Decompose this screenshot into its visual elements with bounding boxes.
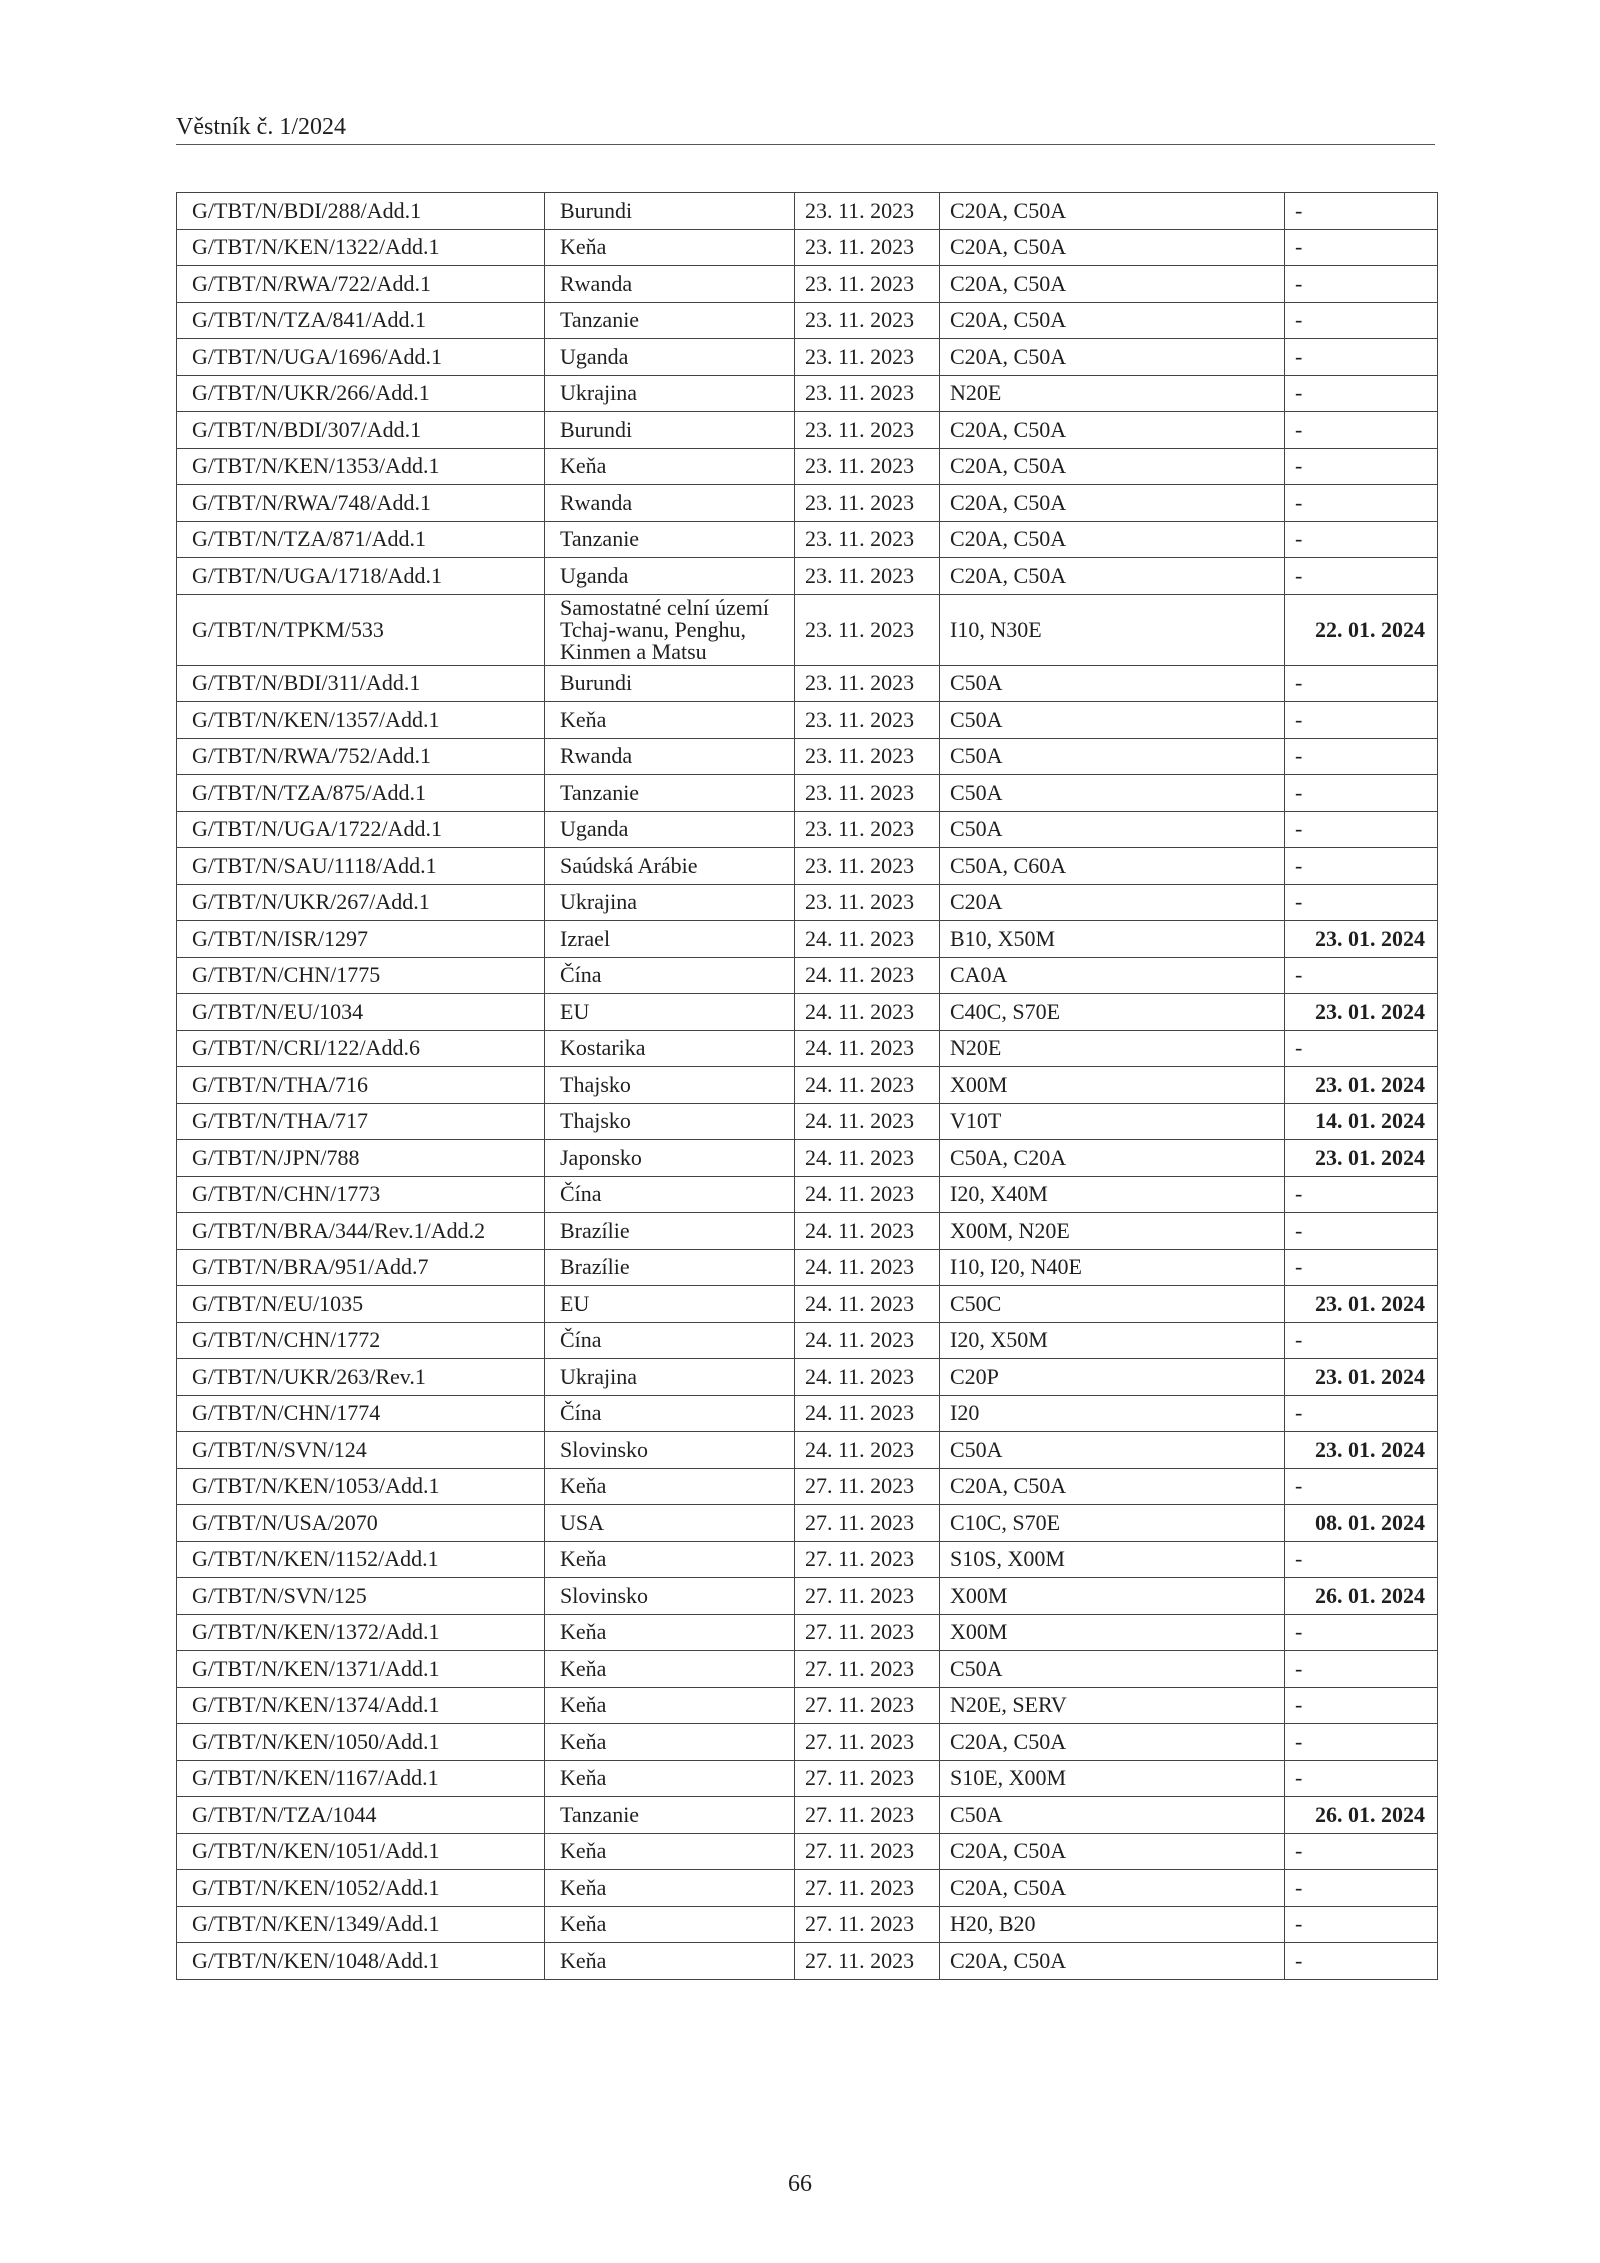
product-code-cell: I10, N30E [940, 594, 1285, 665]
comment-deadline-cell: - [1285, 738, 1438, 775]
notification-date-cell: 27. 11. 2023 [795, 1797, 940, 1834]
notification-symbol-cell: G/TBT/N/KEN/1167/Add.1 [177, 1760, 545, 1797]
notification-symbol-cell: G/TBT/N/TZA/871/Add.1 [177, 521, 545, 558]
product-code-cell: C20P [940, 1359, 1285, 1396]
table-row [177, 1651, 1438, 1688]
notification-date-cell: 24. 11. 2023 [795, 1249, 940, 1286]
notification-date-cell: 23. 11. 2023 [795, 302, 940, 339]
notification-date-cell: 23. 11. 2023 [795, 558, 940, 595]
table-row [177, 558, 1438, 595]
comment-deadline-cell: - [1285, 1176, 1438, 1213]
notification-date-cell: 23. 11. 2023 [795, 665, 940, 702]
product-code-cell: C50A [940, 1432, 1285, 1469]
member-country-cell: Uganda [545, 339, 795, 376]
notification-date-cell: 27. 11. 2023 [795, 1906, 940, 1943]
notification-symbol-cell: G/TBT/N/SVN/124 [177, 1432, 545, 1469]
product-code-cell: S10E, X00M [940, 1760, 1285, 1797]
notification-symbol-cell: G/TBT/N/UGA/1718/Add.1 [177, 558, 545, 595]
table-row [177, 1249, 1438, 1286]
comment-deadline-cell: 23. 01. 2024 [1285, 1140, 1438, 1177]
notification-date-cell: 27. 11. 2023 [795, 1505, 940, 1542]
table-row [177, 1468, 1438, 1505]
member-country-cell: Keňa [545, 229, 795, 266]
member-country-cell: EU [545, 1286, 795, 1323]
product-code-cell: C20A, C50A [940, 412, 1285, 449]
notification-date-cell: 23. 11. 2023 [795, 448, 940, 485]
product-code-cell: N20E [940, 1030, 1285, 1067]
comment-deadline-cell: - [1285, 1870, 1438, 1907]
notification-symbol-cell: G/TBT/N/EU/1035 [177, 1286, 545, 1323]
notification-date-cell: 27. 11. 2023 [795, 1870, 940, 1907]
comment-deadline-cell: - [1285, 1833, 1438, 1870]
comment-deadline-cell: 08. 01. 2024 [1285, 1505, 1438, 1542]
comment-deadline-cell: - [1285, 302, 1438, 339]
notification-date-cell: 23. 11. 2023 [795, 229, 940, 266]
member-country-cell: Keňa [545, 1760, 795, 1797]
notification-symbol-cell: G/TBT/N/THA/716 [177, 1067, 545, 1104]
member-country-cell: EU [545, 994, 795, 1031]
product-code-cell: I20, X40M [940, 1176, 1285, 1213]
table-row [177, 994, 1438, 1031]
comment-deadline-cell: - [1285, 1724, 1438, 1761]
notification-symbol-cell: G/TBT/N/CHN/1772 [177, 1322, 545, 1359]
member-country-cell: Brazílie [545, 1249, 795, 1286]
member-country-cell: Keňa [545, 1687, 795, 1724]
notification-symbol-cell: G/TBT/N/TZA/1044 [177, 1797, 545, 1834]
member-country-cell: Japonsko [545, 1140, 795, 1177]
table-row [177, 1797, 1438, 1834]
product-code-cell: C20A [940, 884, 1285, 921]
notification-symbol-cell: G/TBT/N/UGA/1722/Add.1 [177, 811, 545, 848]
member-country-cell: Keňa [545, 1651, 795, 1688]
notification-symbol-cell: G/TBT/N/RWA/748/Add.1 [177, 485, 545, 522]
comment-deadline-cell: - [1285, 558, 1438, 595]
notification-date-cell: 24. 11. 2023 [795, 1067, 940, 1104]
notification-date-cell: 23. 11. 2023 [795, 375, 940, 412]
comment-deadline-cell: - [1285, 884, 1438, 921]
member-country-cell: Ukrajina [545, 1359, 795, 1396]
table-row [177, 266, 1438, 303]
product-code-cell: V10T [940, 1103, 1285, 1140]
member-country-cell: USA [545, 1505, 795, 1542]
member-country-cell: Thajsko [545, 1103, 795, 1140]
notification-date-cell: 24. 11. 2023 [795, 921, 940, 958]
notification-date-cell: 27. 11. 2023 [795, 1578, 940, 1615]
member-country-cell: Čína [545, 1176, 795, 1213]
product-code-cell: C20A, C50A [940, 1833, 1285, 1870]
table-row [177, 1213, 1438, 1250]
member-country-cell: Tanzanie [545, 521, 795, 558]
member-country-cell: Keňa [545, 1541, 795, 1578]
product-code-cell: C20A, C50A [940, 1870, 1285, 1907]
table-row [177, 1833, 1438, 1870]
table-row [177, 375, 1438, 412]
member-country-cell: Burundi [545, 665, 795, 702]
member-country-cell: Keňa [545, 702, 795, 739]
notifications-table [176, 192, 1438, 1980]
product-code-cell: B10, X50M [940, 921, 1285, 958]
product-code-cell: C20A, C50A [940, 521, 1285, 558]
comment-deadline-cell: - [1285, 702, 1438, 739]
notification-date-cell: 27. 11. 2023 [795, 1943, 940, 1980]
notification-symbol-cell: G/TBT/N/KEN/1349/Add.1 [177, 1906, 545, 1943]
member-country-cell: Ukrajina [545, 884, 795, 921]
notification-symbol-cell: G/TBT/N/RWA/752/Add.1 [177, 738, 545, 775]
member-country-cell: Tanzanie [545, 302, 795, 339]
notification-symbol-cell: G/TBT/N/THA/717 [177, 1103, 545, 1140]
notification-date-cell: 23. 11. 2023 [795, 775, 940, 812]
table-row [177, 811, 1438, 848]
member-country-cell: Uganda [545, 558, 795, 595]
notification-date-cell: 24. 11. 2023 [795, 1176, 940, 1213]
notification-date-cell: 24. 11. 2023 [795, 1213, 940, 1250]
product-code-cell: C50A [940, 811, 1285, 848]
comment-deadline-cell: 22. 01. 2024 [1285, 594, 1438, 665]
product-code-cell: C20A, C50A [940, 485, 1285, 522]
notification-symbol-cell: G/TBT/N/CHN/1773 [177, 1176, 545, 1213]
page-header: Věstník č. 1/2024 [176, 112, 1435, 145]
notification-date-cell: 27. 11. 2023 [795, 1760, 940, 1797]
product-code-cell: C50A [940, 1797, 1285, 1834]
comment-deadline-cell: - [1285, 1943, 1438, 1980]
table-row [177, 1322, 1438, 1359]
product-code-cell: C20A, C50A [940, 1468, 1285, 1505]
notification-symbol-cell: G/TBT/N/UKR/267/Add.1 [177, 884, 545, 921]
member-country-cell: Burundi [545, 412, 795, 449]
comment-deadline-cell: - [1285, 375, 1438, 412]
notification-date-cell: 24. 11. 2023 [795, 1322, 940, 1359]
notifications-table-container [176, 192, 1437, 1980]
product-code-cell: C50A [940, 665, 1285, 702]
table-row [177, 229, 1438, 266]
table-row [177, 775, 1438, 812]
notification-symbol-cell: G/TBT/N/KEN/1353/Add.1 [177, 448, 545, 485]
notification-date-cell: 23. 11. 2023 [795, 848, 940, 885]
member-country-cell: Čína [545, 957, 795, 994]
comment-deadline-cell: - [1285, 1906, 1438, 1943]
notification-symbol-cell: G/TBT/N/BDI/307/Add.1 [177, 412, 545, 449]
table-row [177, 448, 1438, 485]
notification-date-cell: 23. 11. 2023 [795, 521, 940, 558]
product-code-cell: C40C, S70E [940, 994, 1285, 1031]
member-country-cell: Keňa [545, 1724, 795, 1761]
comment-deadline-cell: - [1285, 957, 1438, 994]
member-country-cell: Uganda [545, 811, 795, 848]
table-row [177, 1541, 1438, 1578]
comment-deadline-cell: 14. 01. 2024 [1285, 1103, 1438, 1140]
notification-symbol-cell: G/TBT/N/CRI/122/Add.6 [177, 1030, 545, 1067]
table-row [177, 1395, 1438, 1432]
member-country-cell: Tanzanie [545, 775, 795, 812]
member-country-cell: Tanzanie [545, 1797, 795, 1834]
notification-symbol-cell: G/TBT/N/KEN/1374/Add.1 [177, 1687, 545, 1724]
notification-symbol-cell: G/TBT/N/KEN/1053/Add.1 [177, 1468, 545, 1505]
table-row [177, 1067, 1438, 1104]
member-country-cell: Burundi [545, 193, 795, 230]
notification-date-cell: 27. 11. 2023 [795, 1724, 940, 1761]
member-country-cell: Keňa [545, 1943, 795, 1980]
table-row [177, 1030, 1438, 1067]
notification-symbol-cell: G/TBT/N/KEN/1050/Add.1 [177, 1724, 545, 1761]
comment-deadline-cell: - [1285, 848, 1438, 885]
product-code-cell: N20E, SERV [940, 1687, 1285, 1724]
notification-symbol-cell: G/TBT/N/CHN/1775 [177, 957, 545, 994]
table-row [177, 957, 1438, 994]
notification-date-cell: 27. 11. 2023 [795, 1833, 940, 1870]
product-code-cell: X00M, N20E [940, 1213, 1285, 1250]
product-code-cell: I20 [940, 1395, 1285, 1432]
comment-deadline-cell: 23. 01. 2024 [1285, 1067, 1438, 1104]
comment-deadline-cell: - [1285, 448, 1438, 485]
table-row [177, 702, 1438, 739]
table-row [177, 1432, 1438, 1469]
table-row [177, 412, 1438, 449]
notification-symbol-cell: G/TBT/N/CHN/1774 [177, 1395, 545, 1432]
comment-deadline-cell: - [1285, 339, 1438, 376]
notification-date-cell: 24. 11. 2023 [795, 994, 940, 1031]
notification-symbol-cell: G/TBT/N/USA/2070 [177, 1505, 545, 1542]
member-country-cell: Slovinsko [545, 1578, 795, 1615]
notification-symbol-cell: G/TBT/N/SVN/125 [177, 1578, 545, 1615]
comment-deadline-cell: - [1285, 1213, 1438, 1250]
product-code-cell: X00M [940, 1614, 1285, 1651]
comment-deadline-cell: - [1285, 266, 1438, 303]
product-code-cell: C20A, C50A [940, 302, 1285, 339]
table-row [177, 1724, 1438, 1761]
notification-symbol-cell: G/TBT/N/KEN/1051/Add.1 [177, 1833, 545, 1870]
comment-deadline-cell: - [1285, 811, 1438, 848]
member-country-cell: Rwanda [545, 485, 795, 522]
product-code-cell: C50A [940, 738, 1285, 775]
notification-symbol-cell: G/TBT/N/KEN/1322/Add.1 [177, 229, 545, 266]
table-row [177, 521, 1438, 558]
product-code-cell: C20A, C50A [940, 229, 1285, 266]
comment-deadline-cell: - [1285, 1614, 1438, 1651]
comment-deadline-cell: - [1285, 521, 1438, 558]
notification-symbol-cell: G/TBT/N/KEN/1048/Add.1 [177, 1943, 545, 1980]
table-row [177, 1614, 1438, 1651]
table-row [177, 884, 1438, 921]
notification-date-cell: 23. 11. 2023 [795, 884, 940, 921]
notification-symbol-cell: G/TBT/N/UGA/1696/Add.1 [177, 339, 545, 376]
table-row [177, 485, 1438, 522]
notification-date-cell: 27. 11. 2023 [795, 1614, 940, 1651]
page-number: 66 [788, 2171, 812, 2197]
product-code-cell: C20A, C50A [940, 448, 1285, 485]
table-row [177, 339, 1438, 376]
member-country-cell: Keňa [545, 448, 795, 485]
product-code-cell: C50A [940, 702, 1285, 739]
product-code-cell: C50A, C60A [940, 848, 1285, 885]
product-code-cell: C20A, C50A [940, 193, 1285, 230]
member-country-cell: Saúdská Arábie [545, 848, 795, 885]
product-code-cell: CA0A [940, 957, 1285, 994]
notification-date-cell: 24. 11. 2023 [795, 1359, 940, 1396]
comment-deadline-cell: - [1285, 1249, 1438, 1286]
member-country-cell: Thajsko [545, 1067, 795, 1104]
notification-symbol-cell: G/TBT/N/TPKM/533 [177, 594, 545, 665]
notification-date-cell: 27. 11. 2023 [795, 1687, 940, 1724]
notification-date-cell: 27. 11. 2023 [795, 1468, 940, 1505]
comment-deadline-cell: - [1285, 665, 1438, 702]
product-code-cell: C20A, C50A [940, 558, 1285, 595]
comment-deadline-cell: - [1285, 193, 1438, 230]
notification-date-cell: 23. 11. 2023 [795, 811, 940, 848]
product-code-cell: C20A, C50A [940, 339, 1285, 376]
notification-date-cell: 23. 11. 2023 [795, 594, 940, 665]
product-code-cell: C10C, S70E [940, 1505, 1285, 1542]
table-row [177, 1687, 1438, 1724]
table-row [177, 302, 1438, 339]
notification-symbol-cell: G/TBT/N/KEN/1357/Add.1 [177, 702, 545, 739]
notification-date-cell: 23. 11. 2023 [795, 266, 940, 303]
member-country-cell: Slovinsko [545, 1432, 795, 1469]
member-country-cell: Samostatné celní území Tchaj-wanu, Penghu, Kinmen a Matsu [545, 594, 795, 665]
product-code-cell: S10S, X00M [940, 1541, 1285, 1578]
notification-date-cell: 24. 11. 2023 [795, 1395, 940, 1432]
product-code-cell: C50C [940, 1286, 1285, 1323]
member-country-cell: Keňa [545, 1906, 795, 1943]
notification-date-cell: 23. 11. 2023 [795, 702, 940, 739]
comment-deadline-cell: 23. 01. 2024 [1285, 921, 1438, 958]
product-code-cell: C20A, C50A [940, 266, 1285, 303]
member-country-cell: Ukrajina [545, 375, 795, 412]
notification-date-cell: 23. 11. 2023 [795, 412, 940, 449]
comment-deadline-cell: - [1285, 1687, 1438, 1724]
comment-deadline-cell: - [1285, 1030, 1438, 1067]
comment-deadline-cell: 23. 01. 2024 [1285, 1432, 1438, 1469]
comment-deadline-cell: 26. 01. 2024 [1285, 1578, 1438, 1615]
notification-symbol-cell: G/TBT/N/UKR/263/Rev.1 [177, 1359, 545, 1396]
notification-symbol-cell: G/TBT/N/ISR/1297 [177, 921, 545, 958]
product-code-cell: C50A, C20A [940, 1140, 1285, 1177]
notification-date-cell: 27. 11. 2023 [795, 1541, 940, 1578]
member-country-cell: Keňa [545, 1870, 795, 1907]
table-row [177, 1103, 1438, 1140]
member-country-cell: Brazílie [545, 1213, 795, 1250]
product-code-cell: N20E [940, 375, 1285, 412]
table-row [177, 1140, 1438, 1177]
table-row [177, 665, 1438, 702]
notification-symbol-cell: G/TBT/N/TZA/841/Add.1 [177, 302, 545, 339]
table-row [177, 1176, 1438, 1213]
product-code-cell: C50A [940, 775, 1285, 812]
notification-symbol-cell: G/TBT/N/BDI/311/Add.1 [177, 665, 545, 702]
comment-deadline-cell: 23. 01. 2024 [1285, 1286, 1438, 1323]
table-row [177, 1359, 1438, 1396]
table-row [177, 1906, 1438, 1943]
member-country-cell: Rwanda [545, 738, 795, 775]
notification-symbol-cell: G/TBT/N/BDI/288/Add.1 [177, 193, 545, 230]
product-code-cell: C20A, C50A [940, 1724, 1285, 1761]
product-code-cell: C20A, C50A [940, 1943, 1285, 1980]
table-row [177, 1943, 1438, 1980]
notification-symbol-cell: G/TBT/N/KEN/1152/Add.1 [177, 1541, 545, 1578]
notification-symbol-cell: G/TBT/N/KEN/1052/Add.1 [177, 1870, 545, 1907]
table-row [177, 1760, 1438, 1797]
comment-deadline-cell: - [1285, 412, 1438, 449]
notification-date-cell: 24. 11. 2023 [795, 1140, 940, 1177]
notification-date-cell: 23. 11. 2023 [795, 738, 940, 775]
table-row [177, 1870, 1438, 1907]
product-code-cell: X00M [940, 1578, 1285, 1615]
table-body [177, 193, 1438, 1980]
comment-deadline-cell: - [1285, 1760, 1438, 1797]
comment-deadline-cell: - [1285, 1395, 1438, 1432]
notification-symbol-cell: G/TBT/N/SAU/1118/Add.1 [177, 848, 545, 885]
notification-date-cell: 27. 11. 2023 [795, 1651, 940, 1688]
member-country-cell: Kostarika [545, 1030, 795, 1067]
notification-date-cell: 24. 11. 2023 [795, 957, 940, 994]
table-row [177, 921, 1438, 958]
member-country-cell: Keňa [545, 1833, 795, 1870]
notification-date-cell: 23. 11. 2023 [795, 485, 940, 522]
table-row [177, 1578, 1438, 1615]
notification-symbol-cell: G/TBT/N/BRA/951/Add.7 [177, 1249, 545, 1286]
comment-deadline-cell: 26. 01. 2024 [1285, 1797, 1438, 1834]
member-country-cell: Čína [545, 1322, 795, 1359]
table-row [177, 1286, 1438, 1323]
member-country-cell: Čína [545, 1395, 795, 1432]
product-code-cell: H20, B20 [940, 1906, 1285, 1943]
table-row [177, 594, 1438, 665]
notification-symbol-cell: G/TBT/N/UKR/266/Add.1 [177, 375, 545, 412]
notification-symbol-cell: G/TBT/N/RWA/722/Add.1 [177, 266, 545, 303]
notification-symbol-cell: G/TBT/N/BRA/344/Rev.1/Add.2 [177, 1213, 545, 1250]
notification-symbol-cell: G/TBT/N/JPN/788 [177, 1140, 545, 1177]
notification-date-cell: 24. 11. 2023 [795, 1103, 940, 1140]
comment-deadline-cell: - [1285, 1322, 1438, 1359]
comment-deadline-cell: - [1285, 485, 1438, 522]
comment-deadline-cell: - [1285, 1541, 1438, 1578]
table-row [177, 738, 1438, 775]
product-code-cell: C50A [940, 1651, 1285, 1688]
member-country-cell: Keňa [545, 1614, 795, 1651]
product-code-cell: X00M [940, 1067, 1285, 1104]
notification-symbol-cell: G/TBT/N/EU/1034 [177, 994, 545, 1031]
comment-deadline-cell: - [1285, 1651, 1438, 1688]
member-country-cell: Izrael [545, 921, 795, 958]
notification-date-cell: 23. 11. 2023 [795, 339, 940, 376]
comment-deadline-cell: - [1285, 1468, 1438, 1505]
comment-deadline-cell: 23. 01. 2024 [1285, 1359, 1438, 1396]
member-country-cell: Rwanda [545, 266, 795, 303]
notification-date-cell: 23. 11. 2023 [795, 193, 940, 230]
product-code-cell: I10, I20, N40E [940, 1249, 1285, 1286]
notification-symbol-cell: G/TBT/N/KEN/1372/Add.1 [177, 1614, 545, 1651]
notification-date-cell: 24. 11. 2023 [795, 1030, 940, 1067]
product-code-cell: I20, X50M [940, 1322, 1285, 1359]
member-country-cell: Keňa [545, 1468, 795, 1505]
table-row [177, 1505, 1438, 1542]
comment-deadline-cell: 23. 01. 2024 [1285, 994, 1438, 1031]
table-row [177, 848, 1438, 885]
notification-symbol-cell: G/TBT/N/KEN/1371/Add.1 [177, 1651, 545, 1688]
notification-date-cell: 24. 11. 2023 [795, 1432, 940, 1469]
comment-deadline-cell: - [1285, 775, 1438, 812]
table-row [177, 193, 1438, 230]
comment-deadline-cell: - [1285, 229, 1438, 266]
notification-date-cell: 24. 11. 2023 [795, 1286, 940, 1323]
notification-symbol-cell: G/TBT/N/TZA/875/Add.1 [177, 775, 545, 812]
